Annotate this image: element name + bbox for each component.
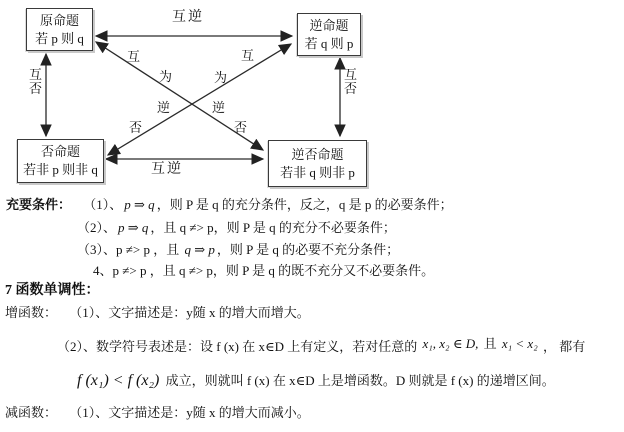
decreasing-label: 减函数： [5,405,58,420]
section-label-conditions: 充要条件： [6,197,72,212]
box-body: 若非 q 则非 p [280,164,355,180]
box-body: 若 q 则 p [304,35,354,51]
box-title: 逆命题 [309,17,349,33]
label-bottom-mutual-converse: 互逆 [151,162,183,177]
condition-line-3 [77,241,399,258]
box-title: 否命题 [40,144,80,159]
increasing-line-2 [57,338,585,355]
item-1-math: p ⇒ q [124,197,155,212]
increasing-line-1 [5,304,310,321]
increasing-label: 增函数： [5,305,58,320]
diag-char-ul1: 互 [127,49,141,64]
section-header-monotonicity: 7 函数单调性： [5,283,100,298]
item-2-rest: ，且 q ≠> p，则 P 是 q 的充分不必要条件； [150,220,396,235]
symbolic-pre: （2）、数学符号表述是：设 f (x) 在 x∈D 上有定义，若对任意的 [57,339,418,354]
box-body: 若 p 则 q [35,30,84,46]
label-top-mutual-converse: 互逆 [172,10,204,25]
diag-char-ll1: 逆 [157,100,171,115]
box-body: 若非 p 则非 q [23,162,98,177]
label-right-mutual-negation [344,68,357,96]
decreasing-line-1 [5,404,310,421]
item-2-pre: （2）、 [77,220,117,235]
inequality-rest: 成立，则就叫 f (x) 在 x∈D 上是增函数。D 则就是 f (x) 的递增区间。 [165,373,555,388]
diag-char-ur1: 互 [241,48,255,63]
symbolic-math-order: x₁ < x₂ [501,336,538,351]
label-char: 否 [29,81,43,96]
decreasing-desc: （1）、文字描述是：y随 x 的增大而减小。 [69,405,310,420]
symbolic-mid: 且 [483,336,497,351]
item-3-pre: （3）、p ≠> p ，且 [77,242,183,257]
symbolic-rest: ， 都有 [542,339,586,354]
label-char: 否 [344,81,358,96]
box-contrapositive-proposition [268,140,367,187]
box-title: 逆否命题 [291,146,344,162]
increasing-line-3 [77,372,555,389]
item-1-pre: （1）、 [83,197,123,212]
item-1-rest: ，则 P 是 q 的充分条件，反之，q 是 p 的必要条件； [156,197,453,212]
label-char: 互 [344,67,358,82]
condition-line-4 [93,262,434,279]
label-char: 互 [29,67,43,82]
proposition-relations-diagram [0,0,390,195]
box-title: 原命题 [39,12,79,28]
increasing-desc: （1）、文字描述是：y随 x 的增大而增大。 [69,305,310,320]
item-3-math: q ⇒ p [184,242,215,257]
diag-char-ur2: 为 [214,70,228,85]
label-left-mutual-negation [29,68,42,96]
diag-char-ul2: 为 [159,69,173,84]
inequality-math: f (x₁) < f (x₂) [77,372,160,389]
condition-line-2 [77,219,396,236]
diag-char-lr2: 否 [234,120,248,135]
item-3-rest: ，则 P 是 q 的必要不充分条件； [216,242,400,257]
diag-char-ll2: 否 [129,120,143,135]
box-negation-proposition [17,139,104,183]
item-4-text: 4、p ≠> p ，且 q ≠> p，则 P 是 q 的既不充分又不必要条件。 [93,263,435,278]
diag-char-lr1: 逆 [212,100,226,115]
box-converse-proposition [297,13,361,56]
item-2-math: p ⇒ q [118,220,149,235]
symbolic-math-domain: x₁, x₂ ∈ D, [422,336,479,351]
box-original-proposition [26,8,93,51]
condition-line-1 [6,196,453,213]
